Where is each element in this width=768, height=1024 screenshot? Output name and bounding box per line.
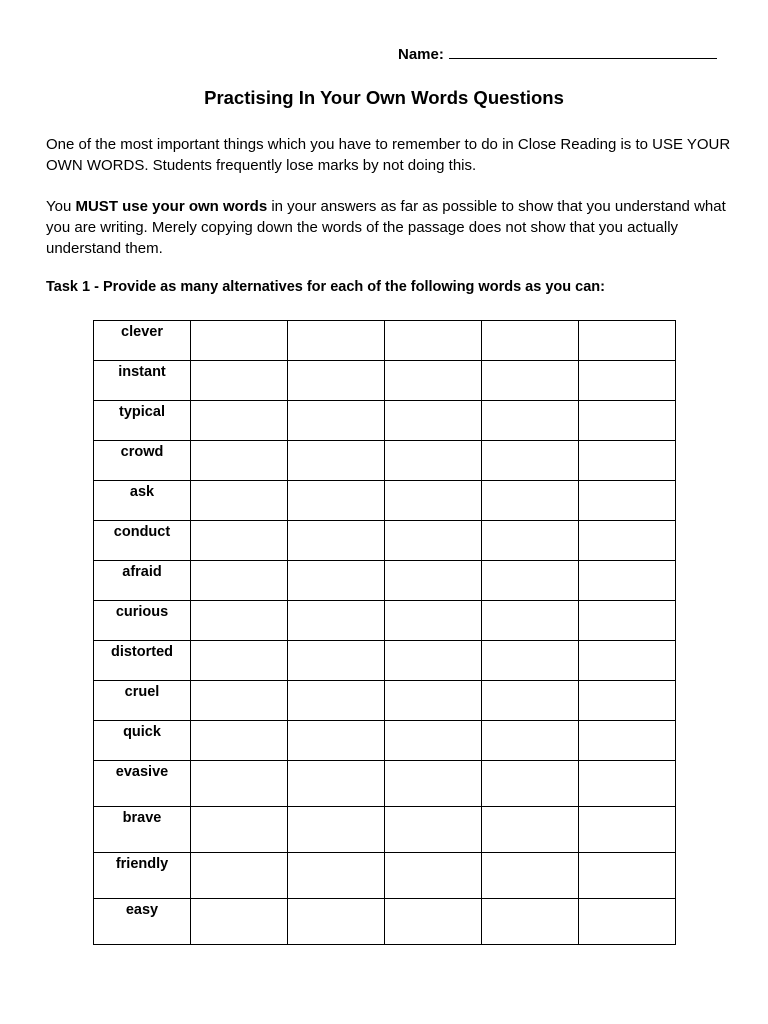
- answer-cell[interactable]: [579, 521, 676, 561]
- word-cell: ask: [94, 481, 191, 521]
- answer-cell[interactable]: [191, 361, 288, 401]
- answer-cell[interactable]: [288, 401, 385, 441]
- answer-cell[interactable]: [579, 807, 676, 853]
- answer-cell[interactable]: [482, 521, 579, 561]
- answer-cell[interactable]: [385, 401, 482, 441]
- answer-cell[interactable]: [482, 561, 579, 601]
- word-cell: crowd: [94, 441, 191, 481]
- answer-cell[interactable]: [482, 681, 579, 721]
- answer-cell[interactable]: [288, 641, 385, 681]
- answer-cell[interactable]: [288, 481, 385, 521]
- answer-cell[interactable]: [191, 441, 288, 481]
- answer-cell[interactable]: [385, 361, 482, 401]
- answer-cell[interactable]: [288, 321, 385, 361]
- answer-cell[interactable]: [482, 441, 579, 481]
- answer-cell[interactable]: [579, 899, 676, 945]
- table-row: [94, 807, 676, 853]
- answer-cell[interactable]: [191, 899, 288, 945]
- answer-cell[interactable]: [191, 761, 288, 807]
- answer-cell[interactable]: [385, 853, 482, 899]
- answer-cell[interactable]: [579, 681, 676, 721]
- word-cell: brave: [94, 807, 191, 853]
- answer-cell[interactable]: [191, 641, 288, 681]
- table-row: [94, 441, 676, 481]
- word-cell: typical: [94, 401, 191, 441]
- word-cell: afraid: [94, 561, 191, 601]
- answer-cell[interactable]: [288, 521, 385, 561]
- answer-cell[interactable]: [385, 521, 482, 561]
- word-cell: easy: [94, 899, 191, 945]
- word-cell: clever: [94, 321, 191, 361]
- page-title: Practising In Your Own Words Questions: [204, 87, 564, 108]
- answer-cell[interactable]: [579, 641, 676, 681]
- answer-cell[interactable]: [191, 481, 288, 521]
- instruction-rest: in your answers as far as possible to show that you understand what you are writing. Merely copying down the words of the passage does not show that you actually understand them.: [46, 198, 726, 257]
- answer-cell[interactable]: [482, 601, 579, 641]
- answer-cell[interactable]: [482, 361, 579, 401]
- answer-cell[interactable]: [191, 721, 288, 761]
- instruction-emphasis: MUST use your own words: [75, 198, 268, 215]
- table-row: [94, 401, 676, 441]
- answer-cell[interactable]: [288, 807, 385, 853]
- table-row: [94, 681, 676, 721]
- answer-cell[interactable]: [385, 641, 482, 681]
- answer-cell[interactable]: [288, 899, 385, 945]
- intro-paragraph: One of the most important things which you have to remember to do in Close Reading is to USE YOUR OWN WORDS. Students frequently lose marks by not doing this.: [46, 136, 731, 174]
- answer-cell[interactable]: [482, 641, 579, 681]
- answer-cell[interactable]: [385, 441, 482, 481]
- answer-cell[interactable]: [385, 601, 482, 641]
- answer-cell[interactable]: [579, 561, 676, 601]
- table-row: [94, 361, 676, 401]
- answer-cell[interactable]: [288, 441, 385, 481]
- answer-cell[interactable]: [191, 561, 288, 601]
- table-row: [94, 853, 676, 899]
- answer-cell[interactable]: [385, 807, 482, 853]
- answer-cell[interactable]: [579, 481, 676, 521]
- answer-cell[interactable]: [288, 721, 385, 761]
- instruction-start: You: [46, 198, 76, 215]
- answer-cell[interactable]: [288, 361, 385, 401]
- word-cell: friendly: [94, 853, 191, 899]
- word-cell: conduct: [94, 521, 191, 561]
- answer-cell[interactable]: [288, 561, 385, 601]
- answer-cell[interactable]: [385, 481, 482, 521]
- answer-cell[interactable]: [191, 601, 288, 641]
- answer-cell[interactable]: [579, 601, 676, 641]
- word-cell: instant: [94, 361, 191, 401]
- table-row: [94, 561, 676, 601]
- name-field: [398, 44, 717, 63]
- answer-cell[interactable]: [579, 853, 676, 899]
- task-1-heading: Task 1 - Provide as many alternatives for each of the following words as you can:: [46, 279, 605, 295]
- answer-cell[interactable]: [482, 899, 579, 945]
- table-row: [94, 761, 676, 807]
- name-blank-line[interactable]: [449, 44, 717, 59]
- table-row: [94, 321, 676, 361]
- word-cell: curious: [94, 601, 191, 641]
- answer-cell[interactable]: [579, 321, 676, 361]
- answer-cell[interactable]: [579, 401, 676, 441]
- alternatives-table: [93, 320, 676, 945]
- answer-cell[interactable]: [385, 321, 482, 361]
- answer-cell[interactable]: [482, 321, 579, 361]
- answer-cell[interactable]: [579, 721, 676, 761]
- answer-cell[interactable]: [288, 761, 385, 807]
- word-cell: distorted: [94, 641, 191, 681]
- instruction-paragraph: [46, 196, 736, 259]
- table-row: [94, 481, 676, 521]
- answer-cell[interactable]: [482, 807, 579, 853]
- answer-cell[interactable]: [482, 853, 579, 899]
- answer-cell[interactable]: [385, 721, 482, 761]
- answer-cell[interactable]: [191, 521, 288, 561]
- answer-cell[interactable]: [288, 681, 385, 721]
- word-cell: quick: [94, 721, 191, 761]
- answer-cell[interactable]: [385, 899, 482, 945]
- answer-cell[interactable]: [288, 601, 385, 641]
- answer-cell[interactable]: [482, 401, 579, 441]
- answer-cell[interactable]: [191, 681, 288, 721]
- answer-cell[interactable]: [482, 721, 579, 761]
- answer-cell[interactable]: [579, 761, 676, 807]
- table-row: [94, 521, 676, 561]
- table-row: [94, 899, 676, 945]
- word-cell: evasive: [94, 761, 191, 807]
- answer-cell[interactable]: [191, 807, 288, 853]
- name-label: Name:: [398, 46, 444, 63]
- answer-cell[interactable]: [579, 441, 676, 481]
- answer-cell[interactable]: [385, 681, 482, 721]
- answer-cell[interactable]: [385, 561, 482, 601]
- table-row: [94, 721, 676, 761]
- answer-cell[interactable]: [191, 853, 288, 899]
- word-cell: cruel: [94, 681, 191, 721]
- table-row: [94, 641, 676, 681]
- answer-cell[interactable]: [482, 761, 579, 807]
- table-row: [94, 601, 676, 641]
- answer-cell[interactable]: [579, 361, 676, 401]
- answer-cell[interactable]: [385, 761, 482, 807]
- answer-cell[interactable]: [482, 481, 579, 521]
- answer-cell[interactable]: [191, 321, 288, 361]
- answer-cell[interactable]: [191, 401, 288, 441]
- answer-cell[interactable]: [288, 853, 385, 899]
